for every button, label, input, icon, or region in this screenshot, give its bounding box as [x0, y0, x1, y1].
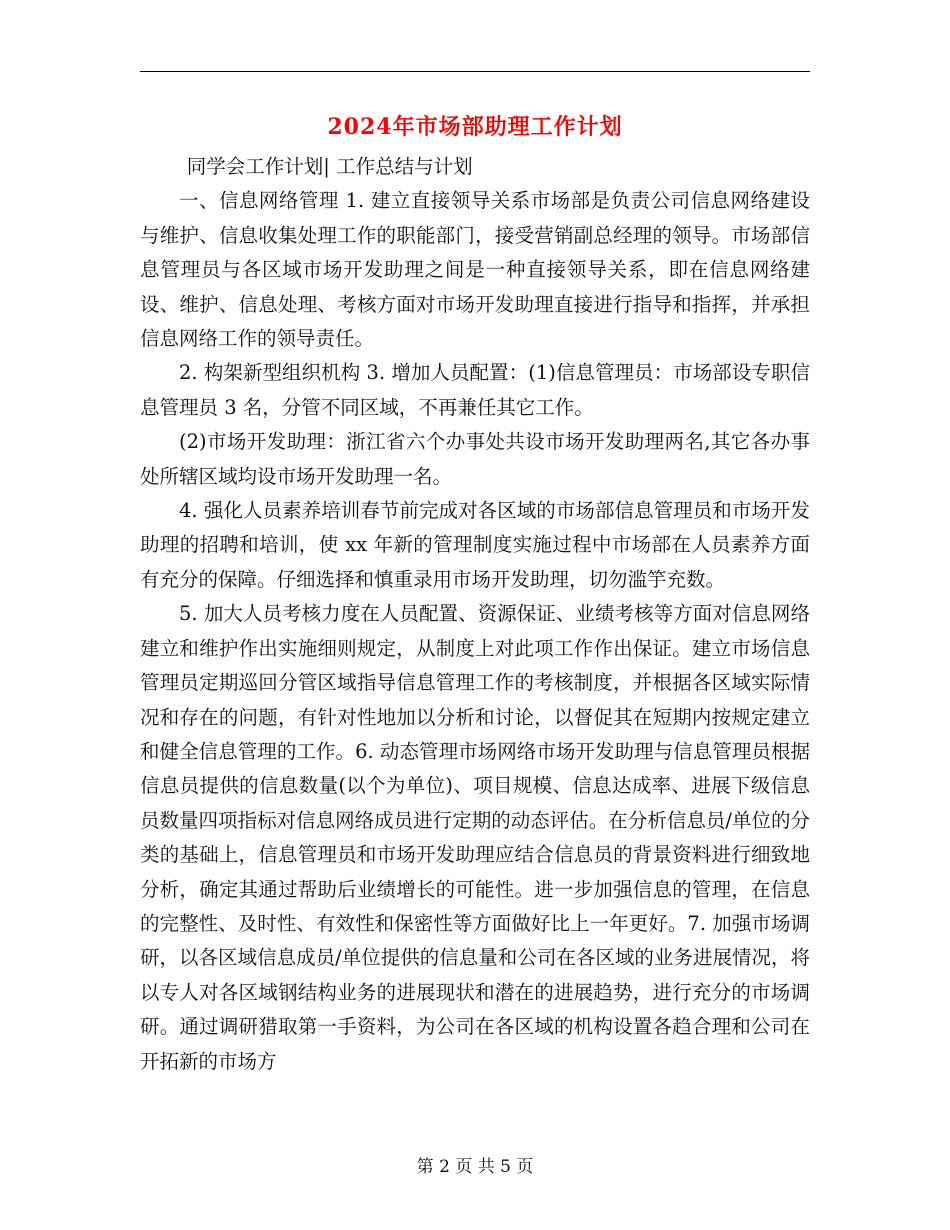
- paragraph-5: 5. 加大人员考核力度在人员配置、资源保证、业绩考核等方面对信息网络建立和维护作出实施细则规定，从制度上对此项工作作出保证。建立市场信息管理员定期巡回分管区域指导信息管理工作的考核制度，并根据各区域实际情况和存在的问题，有针对性地加以分析和讨论，以督促其在短期内按规定建立和健全信息管理的工作。6. 动态管理市场网络市场开发助理与信息管理员根据信息员提供的信息数量(以个为单位)、项目规模、信息达成率、进展下级信息员数量四项指标对信息网络成员进行定期的动态评估。在分析信息员/单位的分类的基础上，信息管理员和市场开发助理应结合信息员的背景资料进行细致地分析，确定其通过帮助后业绩增长的可能性。进一步加强信息的管理，在信息的完整性、及时性、有效性和保密性等方面做好比上一年更好。7. 加强市场调研，以各区域信息成员/单位提供的信息量和公司在各区域的业务进展情况，将以专人对各区域钢结构业务的进展现状和潜在的进展趋势，进行充分的市场调研。通过调研猎取第一手资料，为公司在各区域的机构设置各趋合理和公司在开拓新的市场方: [140, 602, 810, 1073]
- paragraph-4: 4. 强化人员素养培训春节前完成对各区域的市场部信息管理员和市场开发助理的招聘和培训，使 xx 年新的管理制度实施过程中市场部在人员素养方面有充分的保障。仔细选择和慎重录用市场开发助理，切勿滥竽充数。: [140, 499, 810, 591]
- document-body: [140, 150, 810, 1079]
- document-subtitle: 同学会工作计划| 工作总结与计划: [186, 155, 473, 178]
- page-number: 第 2 页 共 5 页: [416, 1157, 534, 1177]
- paragraph-2: 2. 构架新型组织机构 3. 增加人员配置：(1)信息管理员：市场部设专职信息管理员 3 名，分管不同区域，不再兼任其它工作。: [140, 361, 810, 419]
- document-title: 2024年市场部助理工作计划: [327, 114, 623, 140]
- paragraph-1: 一、信息网络管理 1. 建立直接领导关系市场部是负责公司信息网络建设与维护、信息收集处理工作的职能部门，接受营销副总经理的领导。市场部信息管理员与各区域市场开发助理之间是一种直接领导关系，即在信息网络建设、维护、信息处理、考核方面对市场开发助理直接进行指导和指挥，并承担信息网络工作的领导责任。: [140, 189, 810, 351]
- paragraph-3: (2)市场开发助理：浙江省六个办事处共设市场开发助理两名,其它各办事处所辖区域均设市场开发助理一名。: [140, 430, 810, 488]
- header-rule: [140, 71, 810, 72]
